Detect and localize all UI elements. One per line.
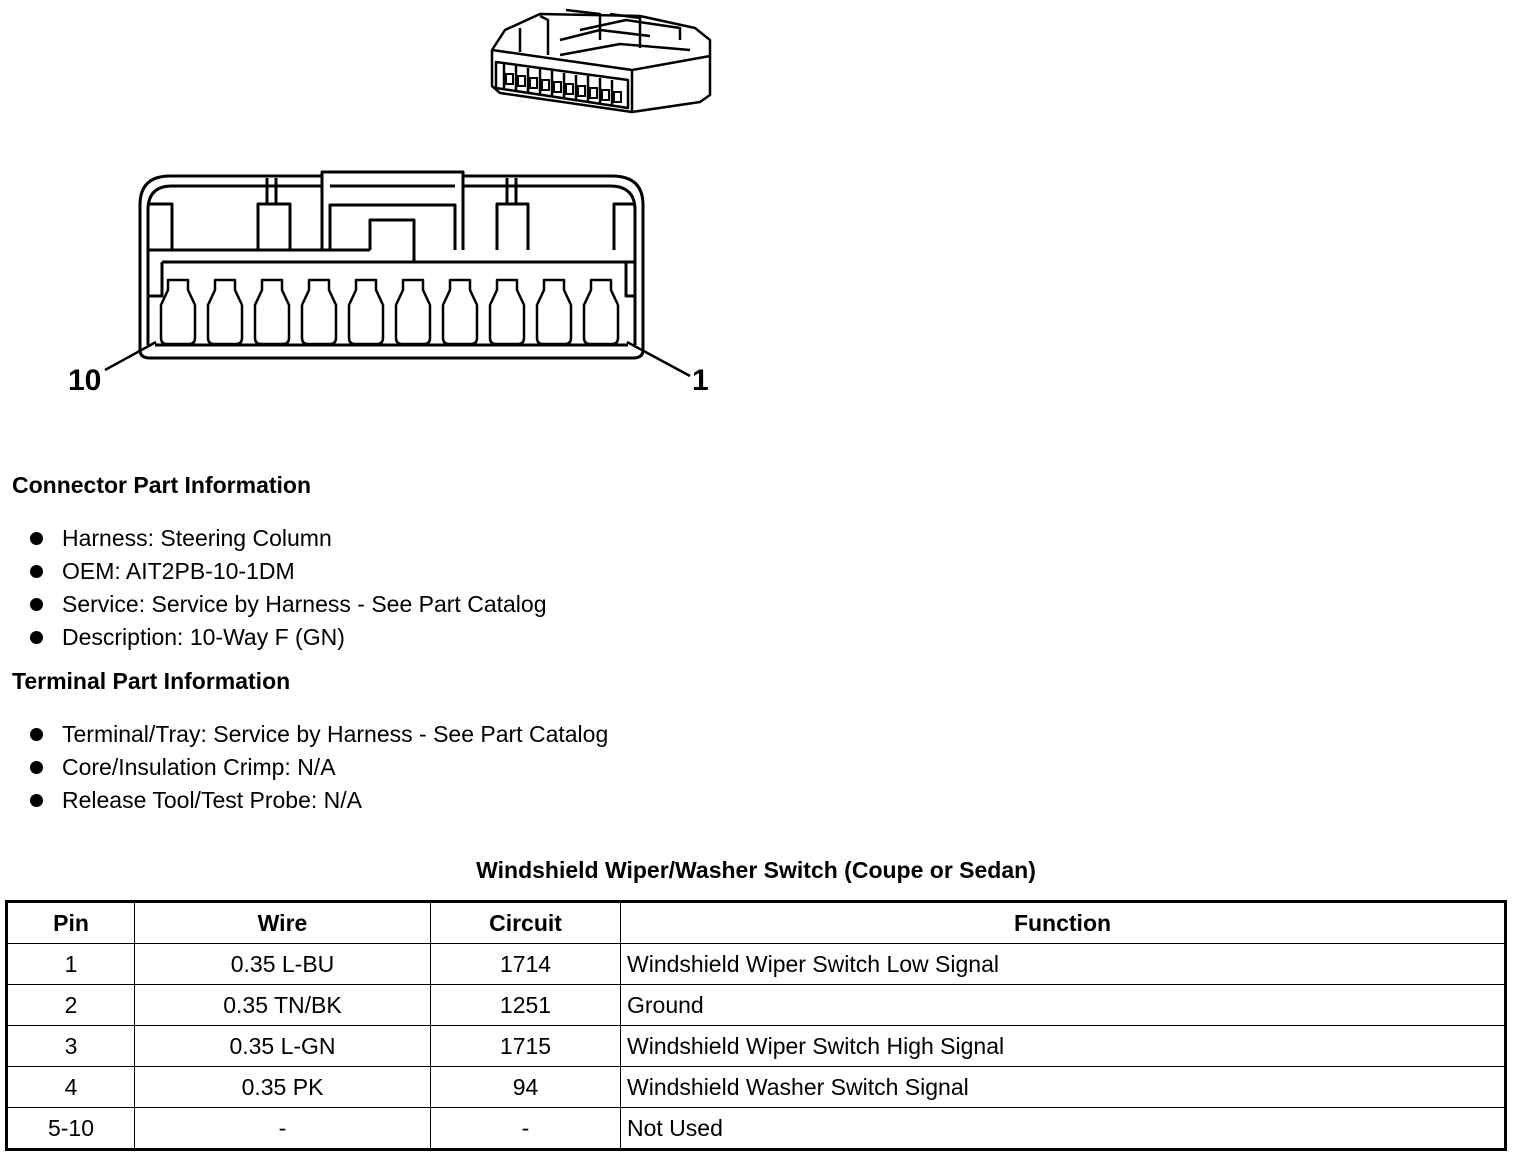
list-item-text: Service: Service by Harness - See Part Catalog [62,591,547,617]
header-wire: Wire [135,902,431,944]
bullet-icon [30,565,43,578]
cell-wire: - [135,1108,431,1150]
list-item-text: Terminal/Tray: Service by Harness - See Part Catalog [62,721,609,747]
cell-pin: 3 [7,1026,135,1067]
list-item [28,556,546,589]
cell-function: Windshield Washer Switch Signal [621,1067,1506,1108]
pinout-table [5,900,1507,1151]
connector-diagram [0,0,760,420]
cell-circuit: - [431,1108,621,1150]
bullet-icon [30,728,43,741]
connector-face-view [140,172,643,358]
table-row [7,1108,1506,1150]
list-item-text: Core/Insulation Crimp: N/A [62,754,336,780]
list-item [28,622,546,655]
table-row [7,1067,1506,1108]
cell-function: Ground [621,985,1506,1026]
cell-function: Windshield Wiper Switch High Signal [621,1026,1506,1067]
connector-info-title: Connector Part Information [12,472,312,498]
table-row [7,1026,1506,1067]
cell-circuit: 1715 [431,1026,621,1067]
bullet-icon [30,631,43,644]
table-row [7,944,1506,985]
cell-circuit: 1251 [431,985,621,1026]
cell-pin: 2 [7,985,135,1026]
list-item-text: Release Tool/Test Probe: N/A [62,787,363,813]
header-function: Function [621,902,1506,944]
cell-circuit: 1714 [431,944,621,985]
header-pin: Pin [7,902,135,944]
list-item [28,785,608,818]
list-item-text: OEM: AIT2PB-10-1DM [62,558,295,584]
cell-circuit: 94 [431,1067,621,1108]
cell-pin: 1 [7,944,135,985]
cell-function: Not Used [621,1108,1506,1150]
bullet-icon [30,598,43,611]
cell-function: Windshield Wiper Switch Low Signal [621,944,1506,985]
cell-wire: 0.35 L-BU [135,944,431,985]
connector-face-cavities [161,280,618,344]
bullet-icon [30,761,43,774]
terminal-info-title: Terminal Part Information [12,668,291,694]
table-row [7,985,1506,1026]
cell-pin: 5-10 [7,1108,135,1150]
table-title: Windshield Wiper/Washer Switch (Coupe or Sedan) [476,857,1036,883]
bullet-icon [30,532,43,545]
cell-wire: 0.35 TN/BK [135,985,431,1026]
list-item [28,589,546,622]
list-item [28,719,608,752]
table-header-row [7,902,1506,944]
cell-wire: 0.35 PK [135,1067,431,1108]
cell-pin: 4 [7,1067,135,1108]
connector-info-list [28,523,546,655]
list-item [28,752,608,785]
cell-wire: 0.35 L-GN [135,1026,431,1067]
list-item-text: Description: 10-Way F (GN) [62,624,345,650]
pin-label-1: 1 [692,364,709,397]
pin-label-10: 10 [68,364,102,397]
terminal-info-list [28,719,608,818]
list-item-text: Harness: Steering Column [62,525,332,551]
bullet-icon [30,794,43,807]
header-circuit: Circuit [431,902,621,944]
list-item [28,523,546,556]
